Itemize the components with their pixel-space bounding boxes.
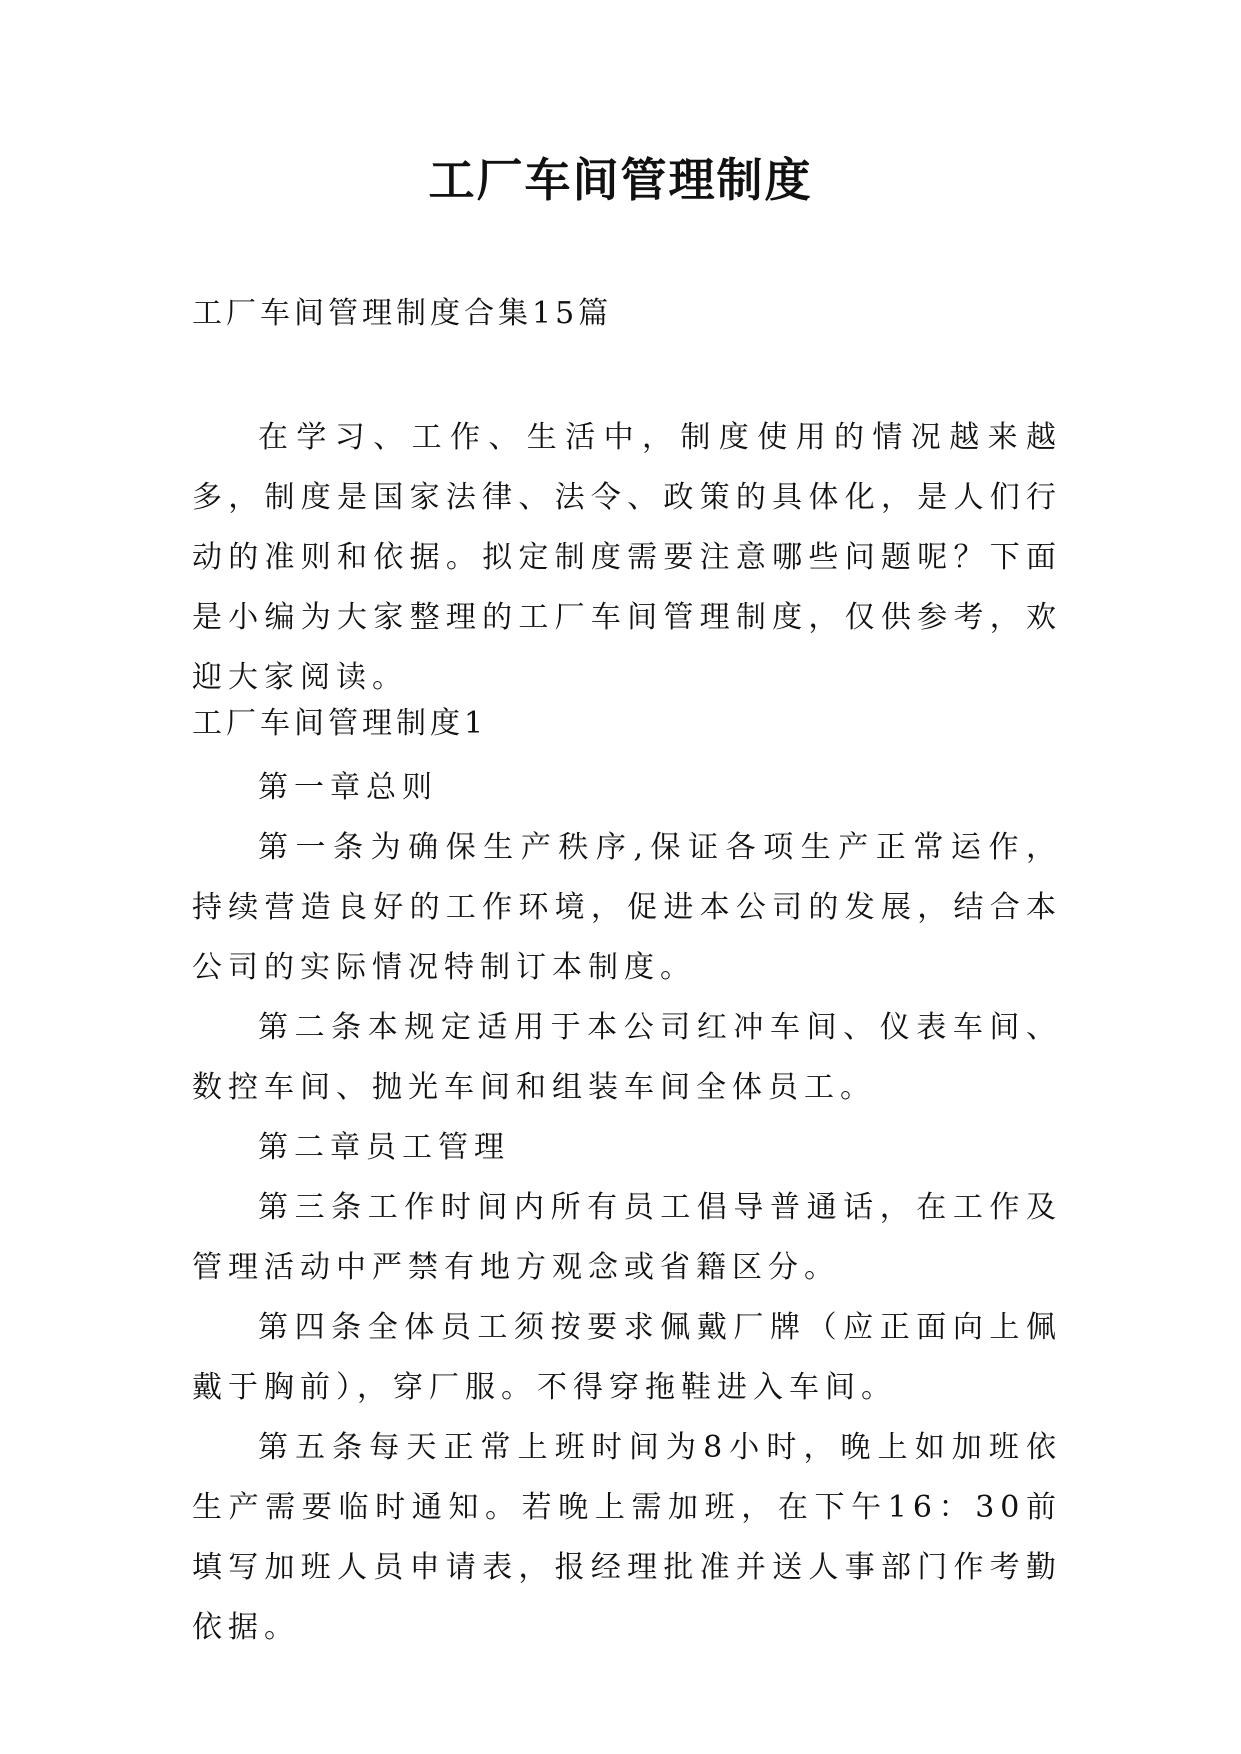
article-paragraph: 第四条全体员工须按要求佩戴厂牌（应正面向上佩戴于胸前），穿厂服。不得穿拖鞋进入车间。 bbox=[192, 1310, 1062, 1405]
document-body bbox=[192, 758, 1062, 1658]
intro-paragraph: 在学习、工作、生活中，制度使用的情况越来越多，制度是国家法律、法令、政策的具体化，是人们行动的准则和依据。拟定制度需要注意哪些问题呢？下面是小编为大家整理的工厂车间管理制度，仅供参考，欢迎大家阅读。 bbox=[192, 420, 1062, 695]
section-title: 工厂车间管理制度1 bbox=[192, 706, 488, 741]
article-paragraph: 第二条本规定适用于本公司红冲车间、仪表车间、数控车间、抛光车间和组装车间全体员工。 bbox=[192, 1010, 1062, 1105]
article-paragraph: 第三条工作时间内所有员工倡导普通话，在工作及管理活动中严禁有地方观念或省籍区分。 bbox=[192, 1190, 1062, 1285]
document-title: 工厂车间管理制度 bbox=[428, 153, 813, 207]
article-paragraph: 第一条为确保生产秩序,保证各项生产正常运作，持续营造良好的工作环境，促进本公司的发展，结合本公司的实际情况特制订本制度。 bbox=[192, 830, 1062, 985]
chapter-heading: 第一章总则 bbox=[258, 770, 438, 805]
article-paragraph: 第五条每天正常上班时间为8小时，晚上如加班依生产需要临时通知。若晚上需加班，在下午16：30前填写加班人员申请表，报经理批准并送人事部门作考勤依据。 bbox=[192, 1430, 1062, 1645]
document-subtitle: 工厂车间管理制度合集15篇 bbox=[192, 296, 613, 331]
chapter-heading: 第二章员工管理 bbox=[258, 1130, 510, 1165]
